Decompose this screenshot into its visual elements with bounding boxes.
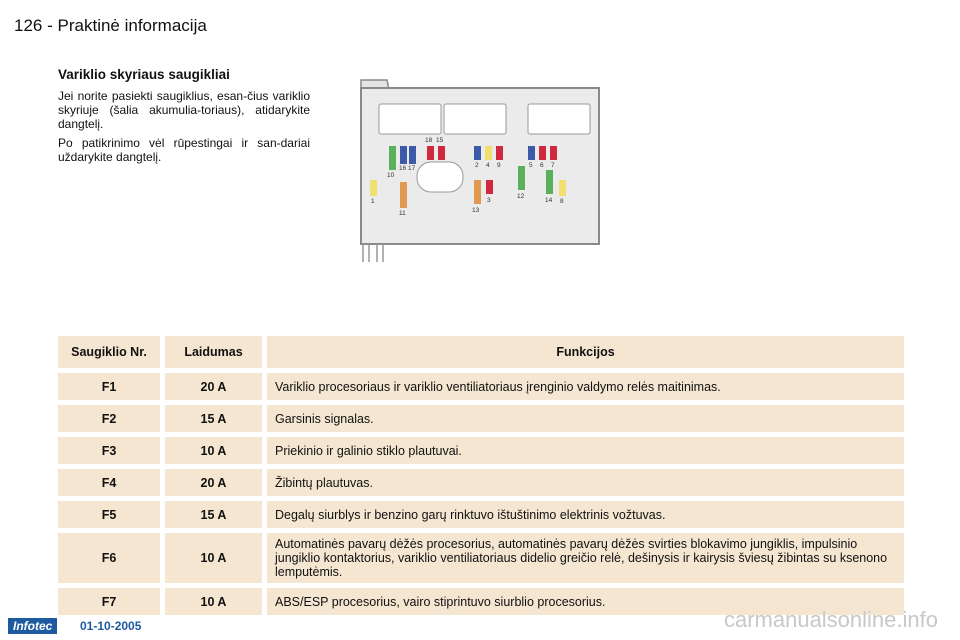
- header-rating: Laidumas: [160, 336, 262, 368]
- table-row: [58, 469, 904, 496]
- fuse-11: [400, 182, 407, 208]
- fuse-12: [518, 166, 525, 190]
- label-1: 1: [371, 198, 375, 205]
- fuse-number: F4: [58, 469, 160, 496]
- table-header-row: [58, 336, 904, 368]
- fuse-rating: 10 A: [160, 437, 262, 464]
- fuse-8: [559, 180, 566, 196]
- label-5: 5: [529, 162, 533, 169]
- fuse-1: [370, 180, 377, 196]
- table-row: [58, 373, 904, 400]
- header-number: Saugiklio Nr.: [58, 336, 160, 368]
- box-tabs-bottom: [363, 244, 383, 262]
- table-row: [58, 501, 904, 528]
- label-12: 12: [517, 193, 525, 200]
- fuse-function: Garsinis signalas.: [262, 405, 904, 432]
- footer-date: 01-10-2005: [80, 619, 142, 633]
- fuse-rating: 15 A: [160, 501, 262, 528]
- fuse-rating: 10 A: [160, 588, 262, 615]
- fuse-function: Priekinio ir galinio stiklo plautuvai.: [262, 437, 904, 464]
- fuse-6: [539, 146, 546, 160]
- fuse-15: [438, 146, 445, 160]
- page-title: Praktinė informacija: [57, 16, 207, 35]
- fuse-function: Degalų siurblys ir benzino garų rinktuvo ištuštinimo elektrinis vožtuvas.: [262, 501, 904, 528]
- fuse-function: ABS/ESP procesorius, vairo stiprintuvo siurblio procesorius.: [262, 588, 904, 615]
- label-18: 18: [425, 137, 433, 144]
- fuse-box-diagram: [355, 76, 605, 266]
- table-row: [58, 437, 904, 464]
- fuse-table: [58, 331, 904, 620]
- fuse-rating: 20 A: [160, 373, 262, 400]
- table-row: [58, 533, 904, 583]
- fuse-2: [474, 146, 481, 160]
- fuse-5: [528, 146, 535, 160]
- fuse-10: [389, 146, 396, 170]
- fuse-rating: 15 A: [160, 405, 262, 432]
- fuse-number: F3: [58, 437, 160, 464]
- relay-socket-2: [444, 104, 506, 134]
- fuse-number: F1: [58, 373, 160, 400]
- section-paragraph-1: Jei norite pasiekti saugiklius, esan-čius variklio skyriuje (šalia akumulia-toriaus), atidarykite dangtelį.: [58, 89, 310, 131]
- fuse-rating: 20 A: [160, 469, 262, 496]
- label-17: 17: [408, 165, 416, 172]
- label-11: 11: [399, 210, 406, 217]
- page-number: 126: [14, 16, 43, 35]
- label-8: 8: [560, 198, 564, 205]
- label-4: 4: [486, 162, 490, 169]
- fuse-17: [409, 146, 416, 164]
- fuse-18: [427, 146, 434, 160]
- label-16: 16: [399, 165, 407, 172]
- label-3: 3: [487, 197, 491, 204]
- label-13: 13: [472, 207, 480, 214]
- section-title: Variklio skyriaus saugikliai: [58, 67, 230, 82]
- label-15: 15: [436, 137, 444, 144]
- header-function: Funkcijos: [262, 336, 904, 368]
- fuse-number: F2: [58, 405, 160, 432]
- fuse-7: [550, 146, 557, 160]
- fuse-13: [474, 180, 481, 204]
- header-separator: -: [47, 16, 53, 35]
- fuse-number: F6: [58, 533, 160, 583]
- fuse-4: [485, 146, 492, 160]
- fuse-number: F7: [58, 588, 160, 615]
- infotec-logo: Infotec: [8, 618, 57, 634]
- section-paragraph-2: Po patikrinimo vėl rūpestingai ir san-dariai uždarykite dangtelį.: [58, 136, 310, 164]
- label-14: 14: [545, 197, 553, 204]
- fuse-14: [546, 170, 553, 194]
- label-7: 7: [551, 162, 555, 169]
- page-header: [14, 16, 207, 36]
- section-body: [58, 89, 310, 169]
- fuse-9: [496, 146, 503, 160]
- label-6: 6: [540, 162, 544, 169]
- fuse-3: [486, 180, 493, 194]
- label-2: 2: [475, 162, 479, 169]
- relay-socket-3: [528, 104, 590, 134]
- fuse-function: Variklio procesoriaus ir variklio ventiliatoriaus įrenginio valdymo relės maitinimas.: [262, 373, 904, 400]
- center-opening: [417, 162, 463, 192]
- table-row: [58, 405, 904, 432]
- fuse-16: [400, 146, 407, 164]
- fuse-function: Žibintų plautuvas.: [262, 469, 904, 496]
- label-10: 10: [387, 172, 395, 179]
- relay-socket-1: [379, 104, 441, 134]
- fuse-rating: 10 A: [160, 533, 262, 583]
- fuse-function: Automatinės pavarų dėžės procesorius, automatinės pavarų dėžės svirties blokavimo jungiklis, impulsinio jungiklio kontaktorius, variklio ventiliatoriaus didelio greičio relė, dešinysis ir kairysis šviesų žibintas su ksenono lemputėmis.: [262, 533, 904, 583]
- label-9: 9: [497, 162, 501, 169]
- watermark: carmanualsonline.info: [723, 607, 938, 632]
- fuse-number: F5: [58, 501, 160, 528]
